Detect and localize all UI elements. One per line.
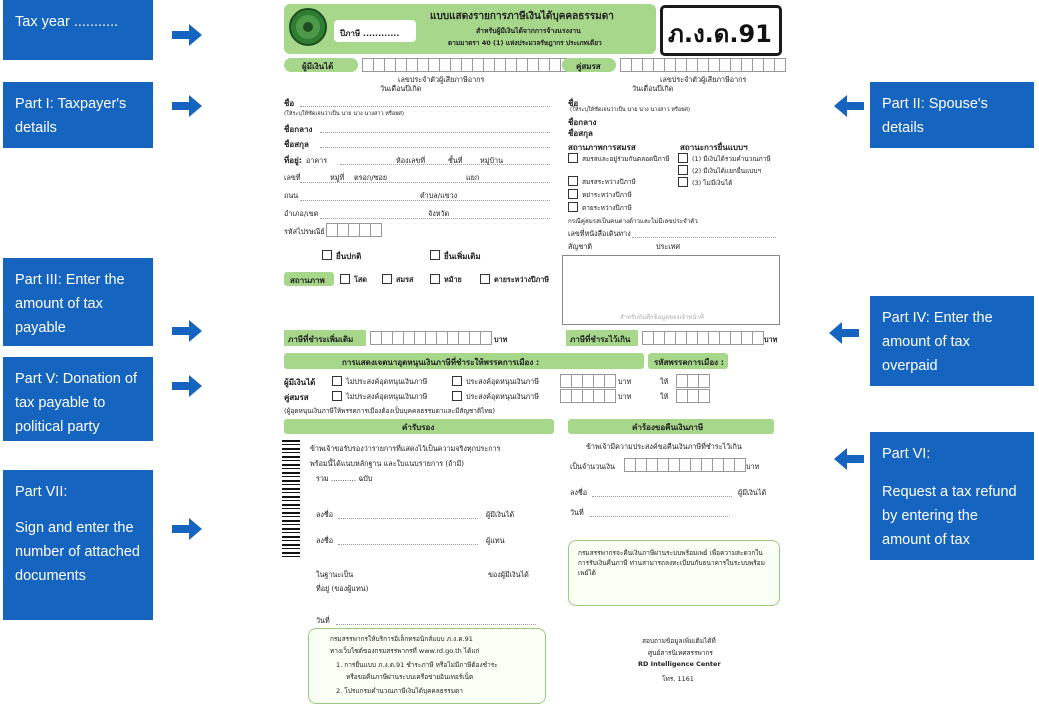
sign-agent-field[interactable] (338, 544, 478, 545)
spouse-name-hint: (ให้ระบุให้ชัดเจนว่าเป็น นาย นาง นางสาว หรือยศ) (570, 107, 691, 113)
arrow-left-icon (829, 322, 859, 344)
floor-label: ชั้นที่ (448, 156, 463, 165)
taxpayer-name-hint: (ให้ระบุให้ชัดเจนว่าเป็น นาย นาง นางสาว หรือยศ) (284, 111, 405, 117)
marital-status-title: สถานภาพการสมรส (568, 143, 636, 152)
callout-part4 (870, 296, 1034, 386)
cert-count: รวม ........... ฉบับ (316, 474, 373, 483)
additional-filing-label: ยื่นเพิ่มเติม (444, 252, 481, 261)
nationality-label: สัญชาติ (568, 242, 593, 251)
sign-taxpayer-role: ผู้มีเงินได้ (486, 510, 515, 519)
address-line-1[interactable] (340, 164, 550, 165)
party-code-title: รหัสพรรคการเมือง : (654, 358, 725, 367)
spouse-middle-name-label: ชื่อกลาง (568, 118, 597, 127)
donation-taxpayer-no-label: ไม่ประสงค์อุดหนุนเงินภาษี (346, 377, 428, 386)
marital-opt-3-checkbox[interactable] (568, 189, 578, 199)
filing-opt-2-label: (2) มีเงินได้แยกยื่นแบบฯ (692, 167, 762, 175)
callout-part2-text: Part II: Spouse's details (882, 96, 988, 136)
revenue-department-seal-icon (288, 7, 328, 47)
donation-taxpayer-amount[interactable] (560, 374, 616, 388)
officer-record-note: สำหรับบันทึกข้อมูลของเจ้าหน้าที่ (620, 314, 704, 321)
province-label: จังหวัด (428, 209, 450, 218)
status-deceased-label: ตายระหว่างปีภาษี (494, 275, 550, 284)
status-widowed-label: หม้าย (444, 275, 462, 284)
filing-opt-1-checkbox[interactable] (678, 153, 688, 163)
donation-spouse-no-label: ไม่ประสงค์อุดหนุนเงินภาษี (346, 392, 428, 401)
spouse-first-name-label: ชื่อ (568, 99, 579, 108)
efiling-note-2: ทางเว็บไซต์ของกรมสรรพากรที่ www.rd.go.th ได้แก่ (330, 647, 480, 655)
normal-filing-checkbox[interactable] (322, 250, 332, 260)
spouse-last-name-label: ชื่อสกุล (568, 129, 593, 138)
donation-spouse-yes-label: ประสงค์อุดหนุนเงินภาษี (466, 392, 539, 401)
refund-amount-label: เป็นจำนวนเงิน (570, 462, 615, 471)
marital-opt-4-label: ตายระหว่างปีภาษี (582, 204, 632, 212)
postcode-cells[interactable] (326, 223, 382, 237)
taxpayer-last-name-field[interactable] (320, 147, 550, 148)
donation-spouse-party-code[interactable] (676, 389, 710, 403)
marital-opt-4-checkbox[interactable] (568, 202, 578, 212)
foreign-spouse-note: กรณีคู่สมรสเป็นคนต่างด้าวและไม่มีเลขประจำตัว (568, 218, 698, 225)
marital-opt-3-label: หย่าระหว่างปีภาษี (582, 191, 632, 199)
donation-spouse-to: ให้ (660, 392, 669, 401)
agent-address-label: ที่อยู่ (ของผู้แทน) (316, 584, 369, 593)
callout-part6-body: Request a tax refund by entering the amount of tax (882, 484, 1017, 548)
callout-part3 (3, 258, 153, 346)
marital-opt-2-label: สมรสระหว่างปีภาษี (582, 178, 636, 186)
efiling-note-3: 1. การยื่นแบบ ภ.ง.ด.91 ชำระภาษี หรือไม่มีภาษีต้องชำระ (336, 661, 498, 669)
donation-spouse-no-checkbox[interactable] (332, 391, 342, 401)
taxpayer-middle-name-label: ชื่อกลาง (284, 125, 313, 134)
refund-sign-label: ลงชื่อ (570, 488, 588, 497)
form-code: ภ.ง.ด.91 (668, 20, 772, 48)
callout-part5 (3, 357, 153, 441)
arrow-right-icon (172, 95, 202, 117)
cert-text-2: พร้อมนี้ได้แนบหลักฐาน และใบแนบรายการ (ถ้ามี) (310, 459, 465, 468)
spouse-tax-id-cells[interactable] (620, 58, 786, 72)
filing-opt-3-label: (3) ไม่มีเงินได้ (692, 179, 733, 187)
sign-agent-role: ผู้แทน (486, 536, 505, 545)
refund-sign-role: ผู้มีเงินได้ (738, 488, 767, 497)
donation-spouse-baht: บาท (618, 392, 632, 401)
certification-title: คำรับรอง (402, 423, 435, 432)
callout-part6 (870, 432, 1034, 560)
country-label: ประเทศ (656, 242, 681, 251)
pnd91-form (280, 0, 782, 710)
form-subtitle-2: ตามมาตรา 40 (1) แห่งประมวลรัษฎากร ประเภทเดียว (448, 39, 602, 47)
road-label: ถนน (284, 191, 299, 200)
spouse-birthdate-label: วันเดือนปีเกิด (632, 84, 674, 93)
taxpayer-tax-id-cells[interactable] (362, 58, 572, 72)
taxpayer-tax-id-label: เลขประจำตัวผู้เสียภาษีอากร (398, 75, 485, 84)
refund-text: ข้าพเจ้ามีความประสงค์ขอคืนเงินภาษีที่ชำระไว้เกิน (586, 442, 742, 451)
donation-note: (ผู้อุดหนุนเงินภาษีให้พรรคการเมืองต้องเป็นบุคคลธรรมดาและมีสัญชาติไทย) (284, 407, 496, 415)
spouse-header-label: คู่สมรส (576, 62, 601, 71)
refund-date-field[interactable] (590, 516, 730, 517)
sign-taxpayer-label: ลงชื่อ (316, 510, 334, 519)
address-line-2[interactable] (300, 182, 550, 183)
sign-taxpayer-field[interactable] (338, 518, 478, 519)
contact-line-3: RD Intelligence Center (638, 660, 721, 668)
subdistrict-label: ตำบล/แขวง (420, 191, 458, 200)
taxpayer-birthdate-label: วันเดือนปีเกิด (380, 84, 422, 93)
marital-opt-1-checkbox[interactable] (568, 153, 578, 163)
additional-filing-checkbox[interactable] (430, 250, 440, 260)
tax-payable-label: ภาษีที่ชำระเพิ่มเติม (288, 335, 354, 344)
village-label: หมู่บ้าน (480, 156, 503, 165)
callout-part7-body: Sign and enter the number of attached documents (15, 520, 140, 584)
callout-part4-text: Part IV: Enter the amount of tax overpaid (882, 310, 993, 374)
taxpayer-header-label: ผู้มีเงินได้ (302, 62, 334, 71)
arrow-right-icon (172, 24, 202, 46)
status-married-checkbox[interactable] (382, 274, 392, 284)
taxpayer-first-name-field[interactable] (300, 106, 550, 107)
address-line-4[interactable] (320, 218, 550, 219)
tax-overpaid-baht: บาท (764, 335, 778, 344)
callout-tax-year-text: Tax year ........... (15, 14, 119, 30)
moo-label: หมู่ที่ (330, 173, 345, 182)
filing-opt-1-label: (1) มีเงินได้รวมคำนวณภาษี (692, 155, 771, 163)
donation-spouse-yes-checkbox[interactable] (452, 391, 462, 401)
donation-title: การแสดงเจตนาอุดหนุนเงินภาษีที่ชำระให้พรรคการเมือง : (342, 358, 540, 367)
building-label: อาคาร (306, 156, 328, 165)
donation-taxpayer-no-checkbox[interactable] (332, 376, 342, 386)
callout-part7 (3, 470, 153, 620)
arrow-left-icon (834, 448, 864, 470)
refund-title: คำร้องขอคืนเงินภาษี (632, 423, 704, 432)
passport-field[interactable] (632, 237, 776, 238)
efiling-note-5: 2. โปรแกรมคำนวณภาษีเงินได้บุคคลธรรมดา (336, 687, 463, 695)
passport-label: เลขที่หนังสือเดินทาง (568, 229, 631, 238)
room-label: ห้องเลขที่ (396, 156, 426, 165)
arrow-right-icon (172, 375, 202, 397)
district-label: อำเภอ/เขต (284, 209, 319, 218)
tax-overpaid-label: ภาษีที่ชำระไว้เกิน (570, 335, 631, 344)
tax-overpaid-cells[interactable] (642, 331, 764, 345)
filing-opt-3-checkbox[interactable] (678, 177, 688, 187)
refund-date-label: วันที่ (570, 508, 584, 517)
cert-date-label: วันที่ (316, 616, 330, 625)
tax-payable-baht: บาท (494, 335, 508, 344)
marital-opt-2-checkbox[interactable] (568, 176, 578, 186)
status-label: สถานภาพ (290, 276, 325, 285)
status-married-label: สมรส (396, 275, 414, 284)
callout-part1 (3, 82, 153, 148)
donation-taxpayer-yes-label: ประสงค์อุดหนุนเงินภาษี (466, 377, 539, 386)
promptpay-note: กรมสรรพากรจะคืนเงินภาษีผ่านระบบพร้อมเพย์ เพื่อความสะดวกในการรับเงินคืนภาษี ท่านสามารถลงทะเบียนกับธนาคารในระบบพร้อมเพย์ได้ (578, 549, 765, 577)
callout-part5-text: Part V: Donation of tax payable to political party (15, 371, 137, 435)
status-single-label: โสด (354, 275, 367, 284)
callout-part6-title: Part VI: (882, 446, 931, 462)
donation-taxpayer-baht: บาท (618, 377, 632, 386)
taxpayer-address-label: ที่อยู่: (284, 156, 302, 165)
tax-payable-cells[interactable] (370, 331, 492, 345)
tax-year-label: ปีภาษี ............ (340, 29, 400, 38)
soi-label: ตรอก/ซอย (354, 173, 388, 182)
donation-spouse-amount[interactable] (560, 389, 616, 403)
barcode (282, 440, 300, 560)
as-agent-label: ในฐานะเป็น (316, 570, 354, 579)
taxpayer-first-name-label: ชื่อ (284, 99, 295, 108)
junction-label: แยก (466, 173, 480, 182)
status-single-checkbox[interactable] (340, 274, 350, 284)
contact-line-2: ศูนย์สารนิเทศสรรพากร (648, 649, 713, 657)
donation-taxpayer-to: ให้ (660, 377, 669, 386)
callout-part7-title: Part VII: (15, 484, 68, 500)
status-deceased-checkbox[interactable] (480, 274, 490, 284)
normal-filing-label: ยื่นปกติ (336, 252, 362, 261)
callout-tax-year (3, 0, 153, 60)
efiling-note-1: กรมสรรพากรให้บริการอิเล็กทรอนิกส์แบบ ภ.ง.ด.91 (330, 635, 473, 643)
postcode-label: รหัสไปรษณีย์ (284, 227, 325, 236)
callout-part2 (870, 82, 1034, 148)
refund-sign-field[interactable] (592, 496, 732, 497)
donation-taxpayer-yes-checkbox[interactable] (452, 376, 462, 386)
sign-agent-label: ลงชื่อ (316, 536, 334, 545)
arrow-right-icon (172, 518, 202, 540)
spouse-tax-id-label: เลขประจำตัวผู้เสียภาษีอากร (660, 75, 747, 84)
contact-line-1: สอบถามข้อมูลเพิ่มเติมได้ที่ (642, 637, 716, 645)
arrow-right-icon (172, 320, 202, 342)
efiling-note-4: หรือขอคืนภาษีผ่านระบบเครือข่ายอินเทอร์เน็ต (346, 673, 474, 681)
refund-amount-cells[interactable] (624, 458, 746, 472)
arrow-left-icon (834, 95, 864, 117)
donation-taxpayer-label: ผู้มีเงินได้ (284, 378, 316, 387)
house-no-label: เลขที่ (284, 173, 301, 182)
form-subtitle-1: สำหรับผู้มีเงินได้จากการจ้างแรงงาน (476, 27, 581, 35)
taxpayer-middle-name-field[interactable] (320, 132, 550, 133)
cert-text-1: ข้าพเจ้าขอรับรองว่ารายการที่แสดงไว้เป็นความจริงทุกประการ (310, 444, 501, 453)
form-title: แบบแสดงรายการภาษีเงินได้บุคคลธรรมดา (430, 11, 614, 22)
status-widowed-checkbox[interactable] (430, 274, 440, 284)
refund-baht: บาท (746, 462, 760, 471)
callout-part3-text: Part III: Enter the amount of tax payable (15, 272, 125, 336)
cert-date-field[interactable] (336, 624, 536, 625)
marital-opt-1-label: สมรสและอยู่ร่วมกันตลอดปีภาษี (582, 155, 670, 163)
of-taxpayer-label: ของผู้มีเงินได้ (488, 570, 529, 579)
donation-taxpayer-party-code[interactable] (676, 374, 710, 388)
taxpayer-last-name-label: ชื่อสกุล (284, 140, 309, 149)
donation-spouse-label: คู่สมรส (284, 393, 309, 402)
contact-line-4: โทร. 1161 (662, 675, 694, 683)
callout-part1-text: Part I: Taxpayer's details (15, 96, 127, 136)
filing-opt-2-checkbox[interactable] (678, 165, 688, 175)
filing-status-title: สถานะการยื่นแบบฯ (680, 143, 748, 152)
address-line-3[interactable] (300, 200, 550, 201)
